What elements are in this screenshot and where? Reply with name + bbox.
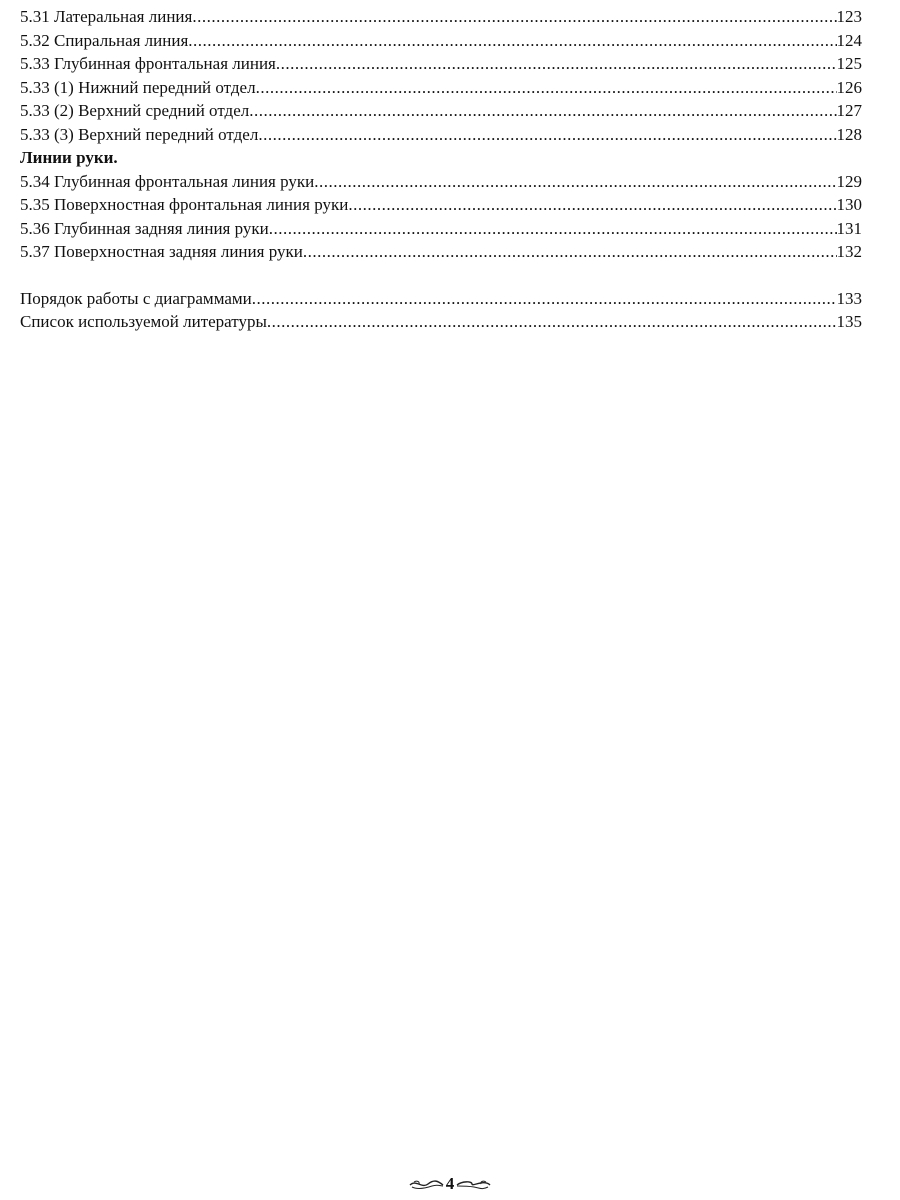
toc-entry-page: 125 — [836, 54, 862, 73]
toc-entry-page: 132 — [836, 242, 862, 261]
toc-entry-title: 5.31 Латеральная линия — [20, 7, 193, 26]
toc-entry-page: 126 — [836, 77, 862, 97]
toc-leader-dots — [303, 240, 837, 264]
toc-entry[interactable] — [20, 99, 862, 123]
toc-leader-dots — [348, 193, 836, 217]
toc-leader-dots — [256, 76, 837, 100]
toc-leader-dots — [267, 310, 837, 334]
toc-entry[interactable] — [20, 193, 862, 217]
toc-entry-page: 124 — [836, 30, 862, 50]
toc-entry[interactable] — [20, 240, 862, 264]
toc-entry-page: 135 — [836, 312, 862, 331]
toc-entry[interactable] — [20, 170, 862, 194]
toc-leader-dots — [252, 287, 837, 311]
toc-entry-title: 5.33 Глубинная фронтальная линия — [20, 54, 276, 73]
toc-leader-dots — [192, 5, 836, 29]
page-number: 4 — [445, 1174, 455, 1193]
toc-leader-dots — [188, 29, 836, 53]
toc-entry[interactable] — [20, 76, 862, 100]
left-flourish-icon — [408, 1176, 444, 1192]
section-spacer — [20, 264, 862, 287]
toc-entry[interactable] — [20, 29, 862, 53]
toc-section-heading: Линии руки. — [20, 148, 118, 167]
toc-entry-title: 5.32 Спиральная линия — [20, 30, 189, 50]
toc-entry-title: Порядок работы с диаграммами — [20, 288, 252, 308]
toc-leader-dots — [269, 217, 837, 241]
toc-entry-page: 130 — [836, 195, 862, 214]
toc-entry-title: 5.37 Поверхностная задняя линия руки — [20, 242, 303, 261]
toc-entry-title: 5.33 (3) Верхний передний отдел — [20, 124, 259, 144]
toc-entry-page: 129 — [836, 171, 862, 191]
toc-entry[interactable] — [20, 217, 862, 241]
toc-entry-title: 5.35 Поверхностная фронтальная линия руки — [20, 195, 349, 214]
right-flourish-icon — [456, 1176, 492, 1192]
toc-leader-dots — [276, 52, 837, 76]
toc-entry-title: 5.36 Глубинная задняя линия руки — [20, 218, 269, 238]
toc-entry[interactable] — [20, 310, 862, 334]
toc-entry-page: 123 — [836, 7, 862, 26]
page-number-ornament — [408, 1174, 493, 1194]
toc-entry[interactable] — [20, 287, 862, 311]
toc-entry-page: 133 — [836, 288, 862, 308]
toc-entry-title: 5.33 (2) Верхний средний отдел — [20, 101, 250, 120]
toc-entry-title: 5.33 (1) Нижний передний отдел — [20, 77, 256, 97]
toc-entry-page: 128 — [836, 124, 862, 144]
toc-entry[interactable] — [20, 123, 862, 147]
page-footer — [0, 1172, 900, 1196]
table-of-contents — [20, 5, 862, 334]
toc-entry-title: 5.34 Глубинная фронтальная линия руки — [20, 171, 315, 191]
toc-entry-title: Список используемой литературы — [20, 312, 267, 331]
toc-entry-page: 131 — [836, 218, 862, 238]
toc-entry-page: 127 — [836, 101, 862, 120]
toc-leader-dots — [258, 123, 836, 147]
toc-leader-dots — [314, 170, 836, 194]
toc-leader-dots — [249, 99, 836, 123]
toc-entry[interactable] — [20, 5, 862, 29]
toc-entry[interactable] — [20, 52, 862, 76]
